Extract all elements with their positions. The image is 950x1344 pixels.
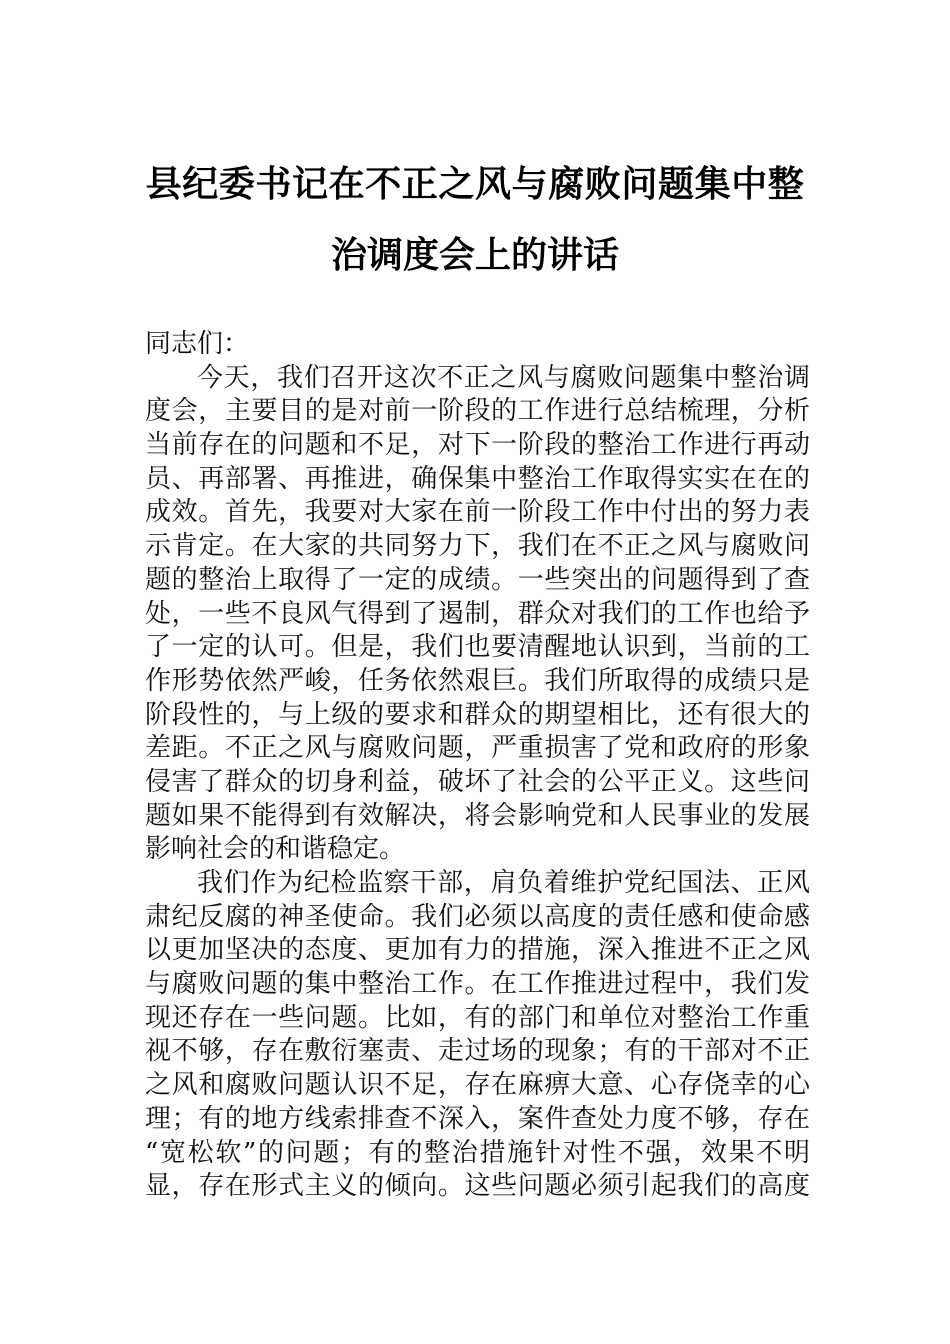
- paragraph-line: 作形势依然严峻，任务依然艰巨。我们所取得的成绩只是: [145, 665, 810, 696]
- paragraph-line: 题的整治上取得了一定的成绩。一些突出的问题得到了查: [145, 564, 810, 595]
- paragraph-line: 我们作为纪检监察干部，肩负着维护党纪国法、正风: [197, 868, 810, 898]
- paragraph-line: 之风和腐败问题认识不足，存在麻痹大意、心存侥幸的心: [145, 1070, 810, 1101]
- paragraph-line: 今天，我们召开这次不正之风与腐败问题集中整治调: [197, 362, 810, 393]
- paragraph-line: 度会，主要目的是对前一阶段的工作进行总结梳理，分析: [145, 396, 810, 427]
- paragraph-line: 视不够，存在敷衍塞责、走过场的现象；有的干部对不正: [145, 1036, 810, 1067]
- paragraph-line: 侵害了群众的切身利益，破坏了社会的公平正义。这些问: [145, 766, 810, 797]
- paragraph-line: 了一定的认可。但是，我们也要清醒地认识到，当前的工: [145, 632, 810, 663]
- paragraph-line: 当前存在的问题和不足，对下一阶段的整治工作进行再动: [145, 430, 810, 461]
- paragraph-line: 成效。首先，我要对大家在前一阶段工作中付出的努力表: [145, 497, 810, 528]
- paragraph-line: 肃纪反腐的神圣使命。我们必须以高度的责任感和使命感: [145, 901, 810, 932]
- document-title-line-2: 治调度会上的讲话: [330, 234, 619, 276]
- document-body: [145, 328, 810, 1204]
- paragraph: [145, 867, 810, 1204]
- paragraph-line: 影响社会的和谐稳定。: [145, 834, 406, 865]
- paragraph-line: 显，存在形式主义的倾向。这些问题必须引起我们的高度: [145, 1171, 810, 1202]
- paragraph-line: 处，一些不良风气得到了遏制，群众对我们的工作也给予: [145, 598, 810, 629]
- paragraph: [145, 362, 810, 867]
- document-title-line-1: 县纪委书记在不正之风与腐败问题集中整: [145, 163, 805, 205]
- paragraph-line: 阶段性的，与上级的要求和群众的期望相比，还有很大的: [145, 699, 810, 730]
- paragraph-line: 现还存在一些问题。比如，有的部门和单位对整治工作重: [145, 1002, 810, 1033]
- paragraph-line: 与腐败问题的集中整治工作。在工作推进过程中，我们发: [145, 969, 810, 1000]
- paragraph-line: 理；有的地方线索排查不深入，案件查处力度不够，存在: [145, 1103, 810, 1134]
- greeting: 同志们：: [145, 329, 250, 359]
- paragraph-line: 员、再部署、再推进，确保集中整治工作取得实实在在的: [145, 463, 810, 494]
- paragraph-line: 示肯定。在大家的共同努力下，我们在不正之风与腐败问: [145, 531, 810, 562]
- paragraph-line: 差距。不正之风与腐败问题，严重损害了党和政府的形象: [145, 733, 810, 764]
- paragraph-line: 题如果不能得到有效解决，将会影响党和人民事业的发展: [145, 800, 810, 831]
- paragraph-line: 以更加坚决的态度、更加有力的措施，深入推进不正之风: [145, 935, 810, 966]
- paragraph-line: “宽松软”的问题；有的整治措施针对性不强，效果不明: [145, 1137, 810, 1168]
